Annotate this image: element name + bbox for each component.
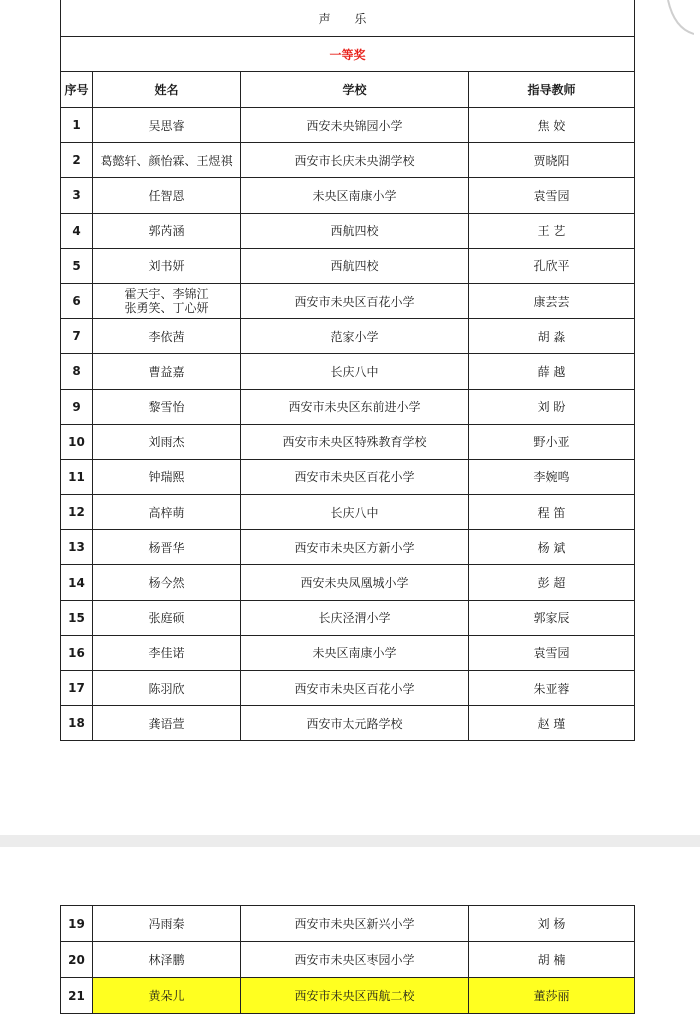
row-name-line-2: 张勇笑、丁心妍 bbox=[124, 301, 209, 316]
table-row bbox=[61, 108, 635, 143]
row-school: 西安市未央区新兴小学 bbox=[241, 906, 469, 942]
row-seq: 2 bbox=[61, 143, 93, 178]
row-school: 未央区南康小学 bbox=[241, 635, 469, 670]
row-name: 李依茜 bbox=[93, 319, 241, 354]
header-name: 姓名 bbox=[93, 72, 241, 108]
table-row bbox=[61, 319, 635, 354]
row-teacher: 贾晓阳 bbox=[469, 143, 635, 178]
row-school: 西航四校 bbox=[241, 248, 469, 283]
table-row bbox=[61, 600, 635, 635]
row-seq: 16 bbox=[61, 635, 93, 670]
row-teacher: 赵 瑾 bbox=[469, 706, 635, 741]
row-name: 刘书妍 bbox=[93, 248, 241, 283]
page-separator bbox=[0, 835, 700, 847]
row-school: 西安市未央区东前进小学 bbox=[241, 389, 469, 424]
row-seq: 18 bbox=[61, 706, 93, 741]
row-teacher: 野小亚 bbox=[469, 424, 635, 459]
row-teacher: 朱亚蓉 bbox=[469, 671, 635, 706]
row-seq: 21 bbox=[61, 978, 93, 1014]
row-seq: 9 bbox=[61, 389, 93, 424]
document-page-2 bbox=[0, 847, 700, 1014]
row-name: 曹益嘉 bbox=[93, 354, 241, 389]
award-level: 一等奖 bbox=[61, 37, 635, 72]
row-teacher: 康芸芸 bbox=[469, 283, 635, 318]
row-school: 长庆泾渭小学 bbox=[241, 600, 469, 635]
row-name: 林泽鹏 bbox=[93, 942, 241, 978]
row-school: 未央区南康小学 bbox=[241, 178, 469, 213]
row-teacher: 程 笛 bbox=[469, 495, 635, 530]
table-row bbox=[61, 213, 635, 248]
row-school: 西安市未央区百花小学 bbox=[241, 459, 469, 494]
row-seq: 12 bbox=[61, 495, 93, 530]
row-name: 李佳诺 bbox=[93, 635, 241, 670]
row-name: 陈羽欣 bbox=[93, 671, 241, 706]
row-teacher: 薛 越 bbox=[469, 354, 635, 389]
row-seq: 14 bbox=[61, 565, 93, 600]
title-row bbox=[61, 0, 635, 37]
award-table-page-1 bbox=[60, 0, 635, 741]
row-seq: 10 bbox=[61, 424, 93, 459]
row-seq: 6 bbox=[61, 283, 93, 318]
table-row bbox=[61, 283, 635, 318]
table-row bbox=[61, 178, 635, 213]
row-school: 西航四校 bbox=[241, 213, 469, 248]
row-teacher: 刘 杨 bbox=[469, 906, 635, 942]
row-name-line-1: 霍天宇、李锦江 bbox=[124, 287, 209, 302]
table-row bbox=[61, 143, 635, 178]
row-seq: 8 bbox=[61, 354, 93, 389]
award-table-page-2 bbox=[60, 905, 635, 1014]
table-row bbox=[61, 495, 635, 530]
table-title: 声 乐 bbox=[61, 0, 635, 37]
row-seq: 13 bbox=[61, 530, 93, 565]
row-school: 西安市长庆未央湖学校 bbox=[241, 143, 469, 178]
row-seq: 4 bbox=[61, 213, 93, 248]
row-seq: 3 bbox=[61, 178, 93, 213]
row-name: 黎雪怡 bbox=[93, 389, 241, 424]
table-row bbox=[61, 906, 635, 942]
row-teacher: 袁雪园 bbox=[469, 635, 635, 670]
row-teacher: 胡 淼 bbox=[469, 319, 635, 354]
row-teacher: 郭家辰 bbox=[469, 600, 635, 635]
row-teacher: 董莎丽 bbox=[469, 978, 635, 1014]
row-school: 西安市未央区枣园小学 bbox=[241, 942, 469, 978]
table-row bbox=[61, 706, 635, 741]
row-name: 任智恩 bbox=[93, 178, 241, 213]
row-school: 西安市未央区西航二校 bbox=[241, 978, 469, 1014]
row-teacher: 孔欣平 bbox=[469, 248, 635, 283]
row-name: 张庭硕 bbox=[93, 600, 241, 635]
table-row bbox=[61, 978, 635, 1014]
row-teacher: 彭 超 bbox=[469, 565, 635, 600]
row-seq: 17 bbox=[61, 671, 93, 706]
row-school: 西安市未央区特殊教育学校 bbox=[241, 424, 469, 459]
row-school: 西安市未央区百花小学 bbox=[241, 671, 469, 706]
row-name bbox=[93, 283, 241, 318]
table-row bbox=[61, 530, 635, 565]
table-row bbox=[61, 565, 635, 600]
row-school: 长庆八中 bbox=[241, 354, 469, 389]
table-row bbox=[61, 389, 635, 424]
row-name: 郭芮涵 bbox=[93, 213, 241, 248]
row-name: 冯雨秦 bbox=[93, 906, 241, 942]
header-row bbox=[61, 72, 635, 108]
table-row bbox=[61, 459, 635, 494]
table-row bbox=[61, 248, 635, 283]
row-school: 范家小学 bbox=[241, 319, 469, 354]
table-row bbox=[61, 671, 635, 706]
row-seq: 5 bbox=[61, 248, 93, 283]
row-seq: 1 bbox=[61, 108, 93, 143]
award-row bbox=[61, 37, 635, 72]
row-teacher: 焦 姣 bbox=[469, 108, 635, 143]
row-teacher: 李婉鸣 bbox=[469, 459, 635, 494]
row-name: 吴思睿 bbox=[93, 108, 241, 143]
row-name: 杨今然 bbox=[93, 565, 241, 600]
row-school: 长庆八中 bbox=[241, 495, 469, 530]
row-teacher: 袁雪园 bbox=[469, 178, 635, 213]
row-school: 西安市未央区方新小学 bbox=[241, 530, 469, 565]
row-seq: 19 bbox=[61, 906, 93, 942]
page-corner-icon bbox=[666, 0, 694, 40]
row-name: 杨晋华 bbox=[93, 530, 241, 565]
row-name: 黄朵儿 bbox=[93, 978, 241, 1014]
header-school: 学校 bbox=[241, 72, 469, 108]
row-school: 西安市未央区百花小学 bbox=[241, 283, 469, 318]
table-row bbox=[61, 424, 635, 459]
table-row bbox=[61, 942, 635, 978]
row-seq: 15 bbox=[61, 600, 93, 635]
row-teacher: 王 艺 bbox=[469, 213, 635, 248]
row-school: 西安未央凤凰城小学 bbox=[241, 565, 469, 600]
row-school: 西安未央锦园小学 bbox=[241, 108, 469, 143]
row-name: 钟瑞熙 bbox=[93, 459, 241, 494]
row-seq: 7 bbox=[61, 319, 93, 354]
header-seq: 序号 bbox=[61, 72, 93, 108]
row-name: 高梓萌 bbox=[93, 495, 241, 530]
row-teacher: 刘 盼 bbox=[469, 389, 635, 424]
table-row bbox=[61, 354, 635, 389]
table-row bbox=[61, 635, 635, 670]
row-teacher: 胡 楠 bbox=[469, 942, 635, 978]
row-seq: 20 bbox=[61, 942, 93, 978]
row-name: 刘雨杰 bbox=[93, 424, 241, 459]
row-name: 龚语萱 bbox=[93, 706, 241, 741]
row-name: 葛懿轩、颜怡霖、王煜祺 bbox=[93, 143, 241, 178]
header-teacher: 指导教师 bbox=[469, 72, 635, 108]
row-teacher: 杨 斌 bbox=[469, 530, 635, 565]
row-school: 西安市太元路学校 bbox=[241, 706, 469, 741]
row-seq: 11 bbox=[61, 459, 93, 494]
